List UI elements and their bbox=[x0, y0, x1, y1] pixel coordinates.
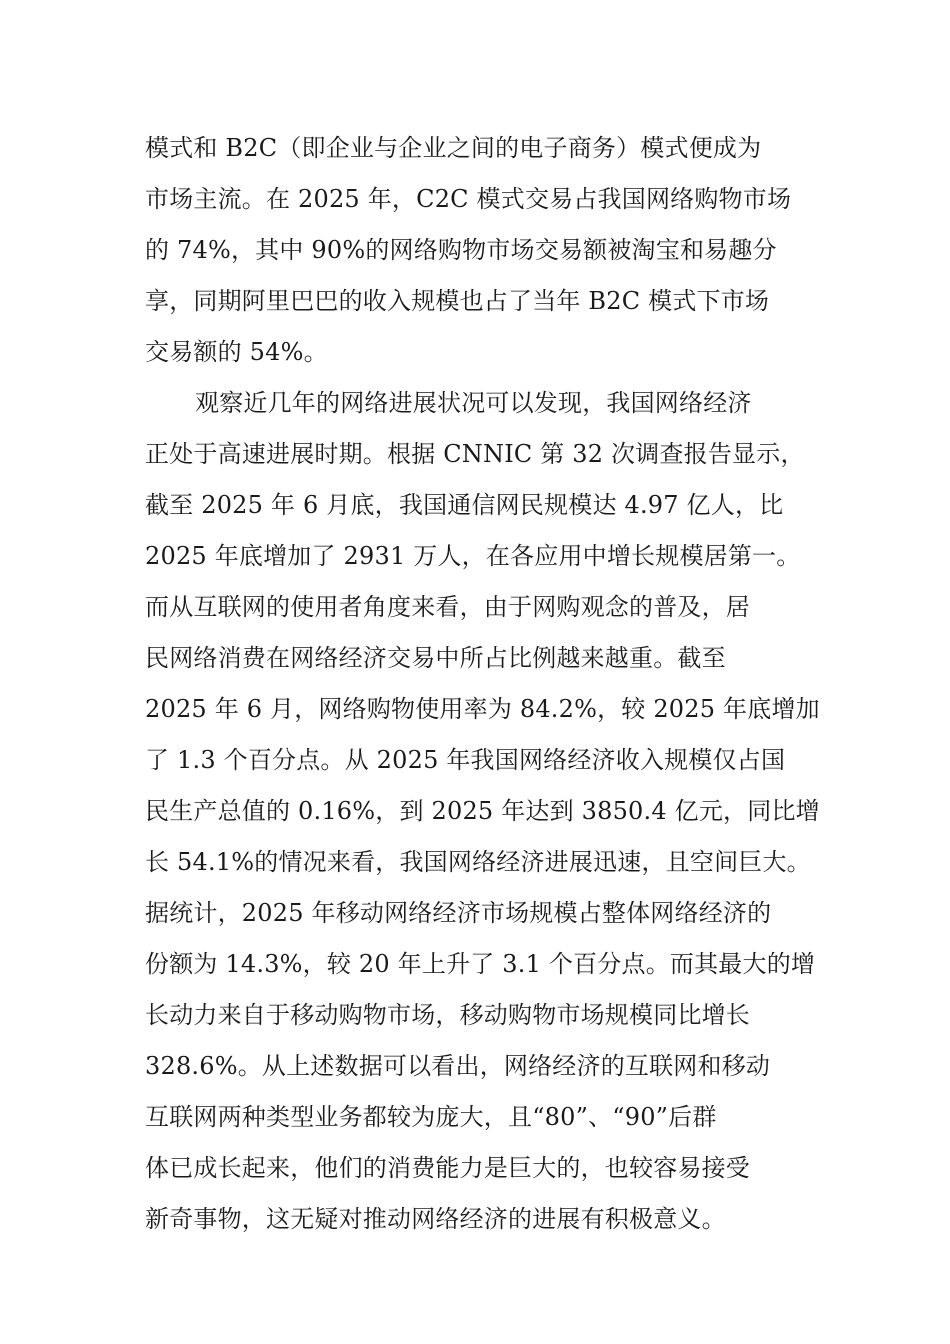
text-line-10: 而从互联网的使用者角度来看，由于网购观念的普及，居 bbox=[145, 593, 750, 621]
text-line-19: 328.6%。从上述数据可以看出，网络经济的互联网和移动 bbox=[145, 1052, 771, 1080]
text-line-3: 的 74%，其中 90%的网络购物市场交易额被淘宝和易趣分 bbox=[145, 236, 777, 264]
text-line-11: 民网络消费在网络经济交易中所占比例越来越重。截至 bbox=[145, 644, 726, 672]
text-line-2: 市场主流。在 2025 年，C2C 模式交易占我国网络购物市场 bbox=[145, 185, 792, 213]
text-line-14: 民生产总值的 0.16%，到 2025 年达到 3850.4 亿元，同比增 bbox=[145, 797, 820, 825]
text-line-21: 体已成长起来，他们的消费能力是巨大的，也较容易接受 bbox=[145, 1154, 750, 1182]
text-line-20: 互联网两种类型业务都较为庞大，且“80”、“90”后群 bbox=[145, 1103, 717, 1131]
text-line-1: 模式和 B2C（即企业与企业之间的电子商务）模式便成为 bbox=[145, 134, 762, 162]
text-line-13: 了 1.3 个百分点。从 2025 年我国网络经济收入规模仅占国 bbox=[145, 746, 786, 774]
text-line-7: 正处于高速进展时期。根据 CNNIC 第 32 次调查报告显示， bbox=[145, 440, 805, 468]
text-line-17: 份额为 14.3%，较 20 年上升了 3.1 个百分点。而其最大的增 bbox=[145, 950, 816, 978]
text-line-9: 2025 年底增加了 2931 万人，在各应用中增长规模居第一。 bbox=[145, 542, 801, 570]
text-line-5: 交易额的 54%。 bbox=[145, 338, 328, 366]
text-line-12: 2025 年 6 月，网络购物使用率为 84.2%，较 2025 年底增加 bbox=[145, 695, 820, 723]
paragraph-2-first-line: 观察近几年的网络进展状况可以发现，我国网络经济 bbox=[195, 389, 752, 417]
text-line-18: 长动力来自于移动购物市场，移动购物市场规模同比增长 bbox=[145, 1001, 750, 1029]
text-line-4: 享，同期阿里巴巴的收入规模也占了当年 B2C 模式下市场 bbox=[145, 287, 770, 315]
text-line-8: 截至 2025 年 6 月底，我国通信网民规模达 4.97 亿人，比 bbox=[145, 491, 784, 519]
text-line-22: 新奇事物，这无疑对推动网络经济的进展有积极意义。 bbox=[145, 1205, 726, 1233]
text-line-16: 据统计，2025 年移动网络经济市场规模占整体网络经济的 bbox=[145, 899, 772, 927]
text-line-15: 长 54.1%的情况来看，我国网络经济进展迅速，且空间巨大。 bbox=[145, 848, 811, 876]
